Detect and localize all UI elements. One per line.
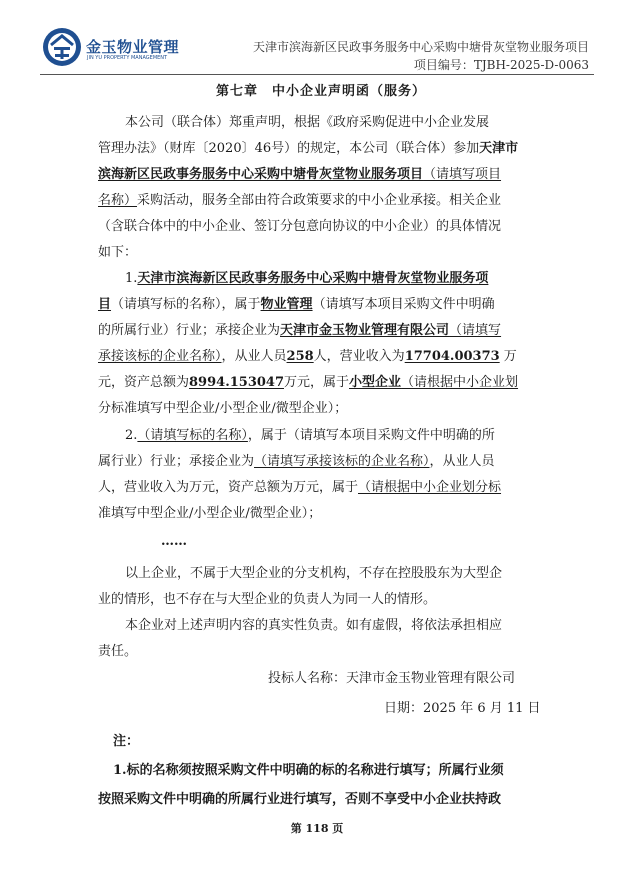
project-name-bold: 天津市 [479,141,519,156]
hint-text: 的所属行业） [98,323,177,338]
item2-line-1 [125,427,495,445]
item-number: 1. [125,271,138,286]
hint-text: 承接该标的企业名称） [98,349,222,364]
signature-date: 日期：2025 年 6 月 11 日 [384,701,541,716]
industry-value: 物业管理 [260,297,313,312]
header-divider [40,74,594,75]
intro-text: 管理办法》（财库〔2020〕46号）的规定，本公司（联合体）参加 [98,141,480,156]
item-text: ，从业人员 [429,454,495,469]
hint-text: （请填写 [449,323,502,338]
ellipsis: …… [161,534,187,549]
hint-text: （请根据中小企业划分标 [358,480,502,495]
item2-line-3 [98,479,501,497]
project-name-bold: 目 [98,297,112,312]
item1-line-2 [98,296,495,314]
company-logo [42,27,82,67]
item-number: 2. [125,428,138,443]
note-line-1: 1.标的名称须按照采购文件中明确的标的名称进行填写；所属行业须 [113,763,504,778]
hint-text: （请填写项目 [423,167,502,182]
brand-name-en: JIN YU PROPERTY MANAGEMENT [87,55,168,61]
item2-line-4: 准填写中型企业/小型企业/微型企业）； [98,506,322,521]
intro-line-1: 本公司（联合体）郑重声明，根据《政府采购促进中小企业发展 [125,115,490,130]
hint-text: （请填写标的名称） [137,428,248,443]
intro-line-3 [98,166,501,184]
intro-line-5: （含联合体中的中小企业、签订分包意向协议的中小企业）的具体情况 [98,219,502,234]
item1-line-5 [98,374,518,392]
item1-line-4 [98,348,517,366]
item1-line-3 [98,322,501,340]
statement-line-3: 本企业对上述声明内容的真实性负责。如有虚假，将依法承担相应 [125,618,503,633]
revenue-value: 17704.00373 [404,349,500,364]
assets-value: 8994.153047 [189,375,284,390]
item-text: 万 [499,349,517,364]
item1-line-1 [125,270,488,288]
chapter-title: 第七章 中小企业声明函（服务） [216,84,427,99]
intro-line-2 [98,140,518,158]
item-text: ，从业人员 [221,349,287,364]
hint-text: （请填写本项目采购文件中明确 [312,297,495,312]
staff-value: 258 [286,349,314,364]
header-project-title: 天津市滨海新区民政事务服务中心采购中塘骨灰堂物业服务项目 [252,40,589,54]
page-number: 第 118 页 [290,822,344,835]
item-text: 人，营业收入为万元，资产总额为万元，属于 [98,480,359,495]
hint-text: （请根据中小企业划 [401,375,519,390]
item-text: 人，营业收入为 [313,349,405,364]
item-text: 万元，属于 [284,375,350,390]
intro-line-6: 如下： [98,245,138,260]
note-line-2: 按照采购文件中明确的所属行业进行填写，否则不享受中小企业扶持政 [98,792,502,807]
statement-line-4: 责任。 [98,644,138,659]
bidder-name: 投标人名称：天津市金玉物业管理有限公司 [268,671,516,686]
statement-line-1: 以上企业，不属于大型企业的分支机构，不存在控股股东为大型企 [125,566,503,581]
company-value: 天津市金玉物业管理有限公司 [280,323,450,338]
hint-text: 名称） [98,193,138,208]
item-text: ，属于 [221,297,261,312]
item-text: ，属于（请填写本项目采购文件中明确的所 [247,428,495,443]
project-name-bold: 天津市滨海新区民政事务服务中心采购中塘骨灰堂物业服务项 [137,271,489,286]
note-label: 注： [113,734,140,749]
item-text: 元，资产总额为 [98,375,190,390]
item-text: 属行业）行业；承接企业为 [98,454,255,469]
statement-line-2: 业的情形，也不存在与大型企业的负责人为同一人的情形。 [98,592,437,607]
item2-line-2 [98,453,495,471]
intro-line-4 [98,192,501,210]
brand-name: 金玉物业管理 [86,38,180,56]
hint-text: （请填写承接该标的企业名称） [254,454,430,469]
project-name-bold: 滨海新区民政事务服务中心采购中塘骨灰堂物业服务项目 [98,167,424,182]
scale-value: 小型企业 [349,375,402,390]
item-text: 行业；承接企业为 [176,323,281,338]
intro-text: 采购活动，服务全部由符合政策要求的中小企业承接。相关企业 [137,193,502,208]
hint-text: （请填写标的名称） [111,297,222,312]
header-project-code: 项目编号：TJBH-2025-D-0063 [413,58,589,72]
item1-line-6: 分标准填写中型企业/小型企业/微型企业）； [98,401,348,416]
